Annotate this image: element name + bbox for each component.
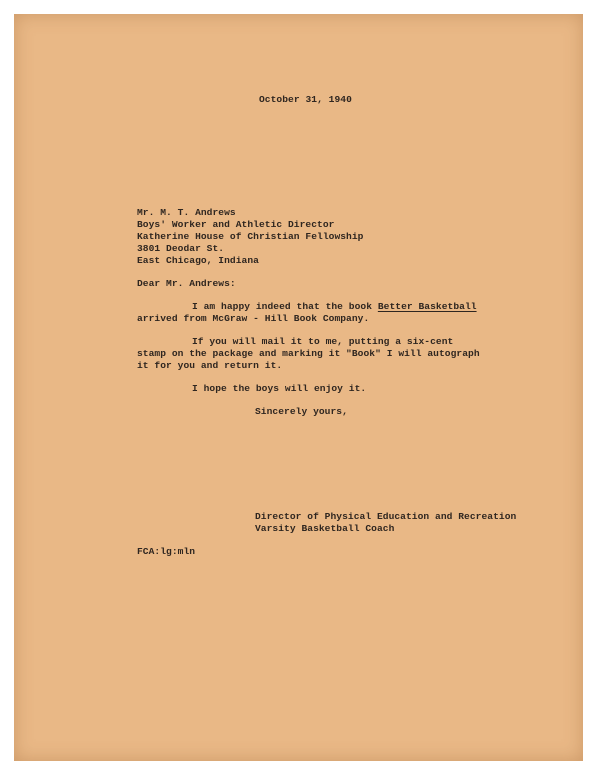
signature-title-line-2: Varsity Basketball Coach xyxy=(255,523,395,534)
letter-page xyxy=(14,14,583,761)
body-paragraph-1-line-1 xyxy=(192,301,477,313)
body-paragraph-2-line-2: stamp on the package and marking it "Book" I will autograph xyxy=(137,348,480,359)
reference-initials: FCA:lg:mln xyxy=(137,546,196,557)
recipient-organization: Katherine House of Christian Fellowship xyxy=(137,231,364,242)
body-paragraph-3: I hope the boys will enjoy it. xyxy=(192,383,367,394)
recipient-name: Mr. M. T. Andrews xyxy=(137,207,236,218)
recipient-street: 3801 Deodar St. xyxy=(137,243,225,254)
closing: Sincerely yours, xyxy=(255,406,348,417)
body-paragraph-1-line-2: arrived from McGraw - Hill Book Company. xyxy=(137,313,370,324)
body-paragraph-2-line-3: it for you and return it. xyxy=(137,360,283,371)
salutation: Dear Mr. Andrews: xyxy=(137,278,236,289)
body-paragraph-2-line-1: If you will mail it to me, putting a six-cent xyxy=(192,336,454,347)
signature-title-line-1: Director of Physical Education and Recreation xyxy=(255,511,517,522)
recipient-city: East Chicago, Indiana xyxy=(137,255,259,266)
paragraph-1-text: I am happy indeed that the book xyxy=(192,301,378,312)
book-title: Better Basketball xyxy=(377,301,477,312)
letter-date: October 31, 1940 xyxy=(259,94,352,105)
recipient-title: Boys' Worker and Athletic Director xyxy=(137,219,335,230)
